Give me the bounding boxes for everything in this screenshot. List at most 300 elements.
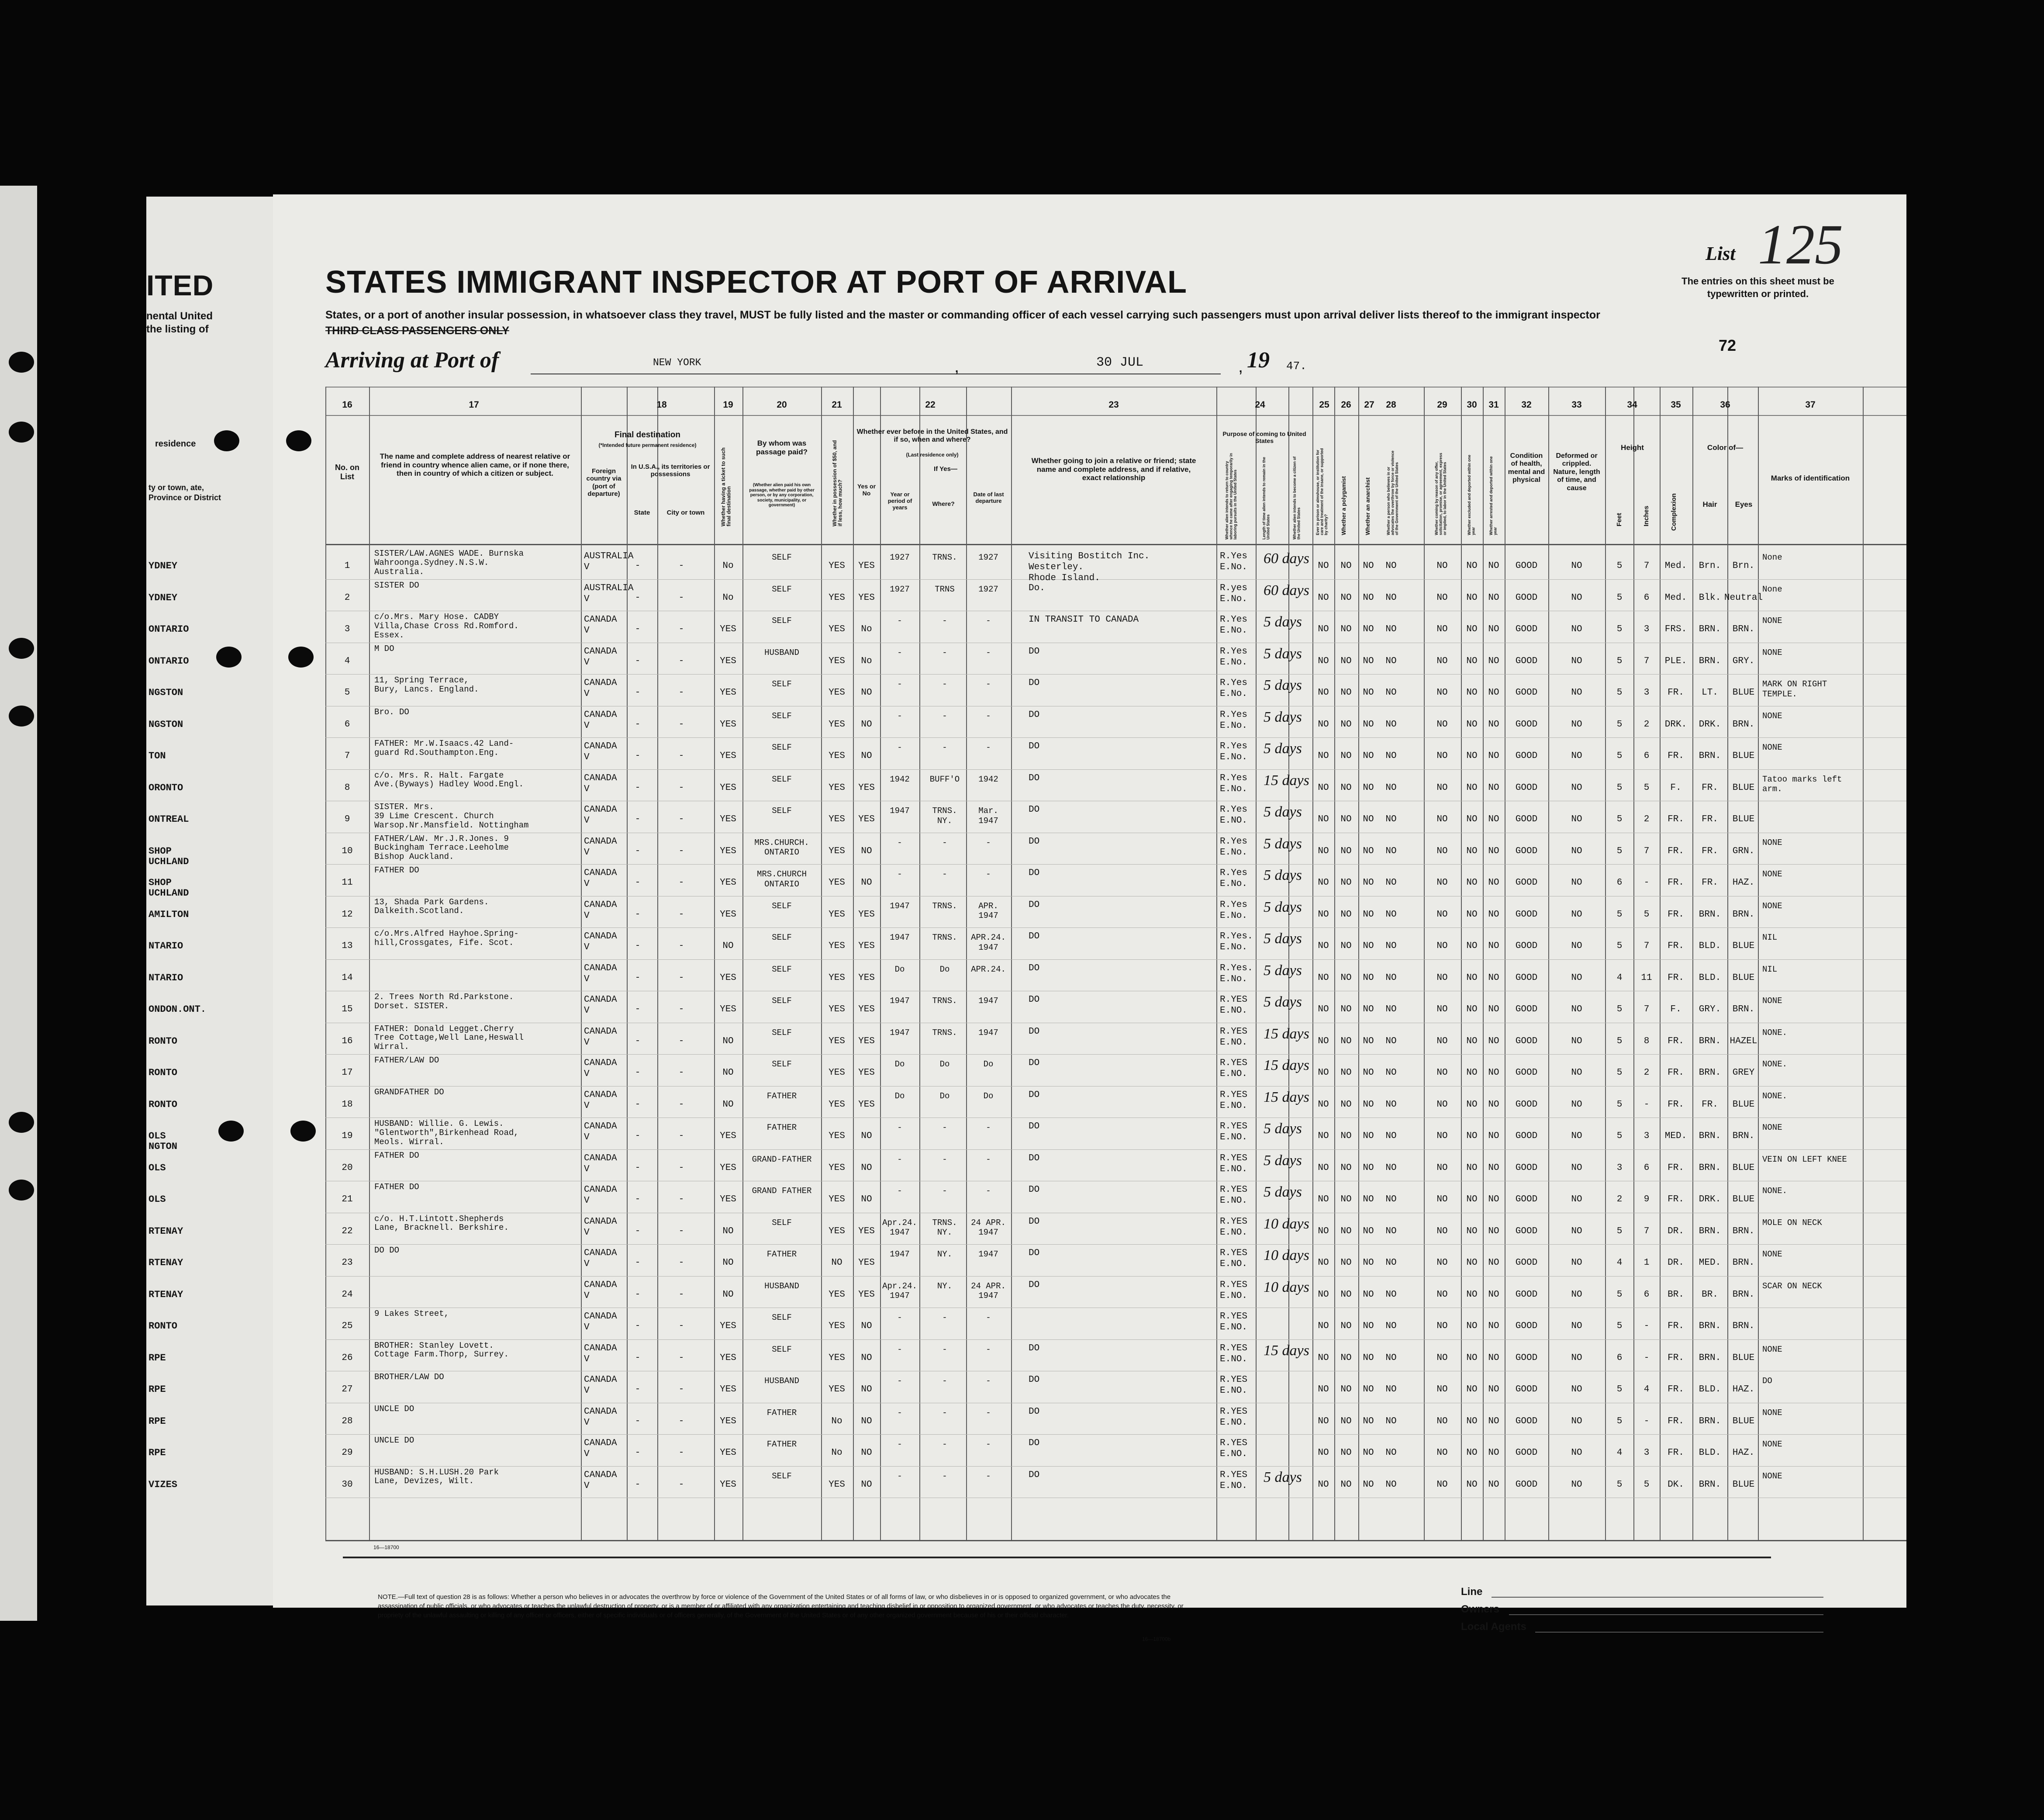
row-date-departed: Do [983, 1059, 994, 1069]
row-remain: 5 days [1264, 835, 1302, 852]
row-labor: NO [1436, 1258, 1448, 1268]
row-foreign-country-line: CANADA [584, 1280, 617, 1290]
row-year: Apr.24. 1947 [882, 1218, 917, 1238]
row-eyes: BLUE [1732, 751, 1755, 761]
row-joining-line: DO [1029, 1121, 1040, 1131]
row-purpose [1220, 1121, 1247, 1143]
row-excluded: NO [1466, 1321, 1478, 1331]
row-labor: NO [1436, 1068, 1448, 1078]
row-labor: NO [1436, 1004, 1448, 1014]
relative-line: Dalkeith.Scotland. [374, 906, 464, 916]
row-hair: BRN. [1699, 624, 1721, 634]
row-purpose [1220, 1216, 1247, 1238]
row-health: GOOD [1515, 1099, 1538, 1110]
row-foreign-country-line: V [584, 1006, 590, 1016]
row-divider [325, 1149, 1906, 1150]
row-been-before: YES [858, 1004, 875, 1014]
row-foreign-country-line: V [584, 562, 590, 573]
row-year: 1947 [890, 933, 910, 942]
relative-line: FATHER DO [374, 865, 419, 875]
row-complexion: FR. [1668, 1321, 1684, 1331]
row-funds: YES [829, 1194, 845, 1204]
left-residence-entry: NTARIO [148, 941, 183, 952]
row-where: NY. [937, 1249, 953, 1259]
row-where: TRNS [935, 584, 955, 594]
row-where: TRNS. [932, 553, 957, 562]
row-state: - [635, 1384, 641, 1394]
row-foreign-country [584, 1311, 617, 1333]
header-feet: Feet [1616, 513, 1623, 526]
row-feet: 5 [1616, 941, 1623, 951]
row-funds: YES [829, 688, 845, 698]
relative-line: M DO [374, 644, 394, 654]
row-been-before: YES [858, 814, 875, 824]
row-health: GOOD [1515, 751, 1538, 761]
relative-line: Wahroonga.Sydney.N.S.W. [374, 557, 489, 567]
row-foreign-country-line: CANADA [584, 1153, 617, 1163]
row-arrested: NO [1488, 1099, 1499, 1110]
row-complexion: DR. [1668, 1226, 1684, 1236]
left-residence-entry: ONTARIO [148, 655, 189, 667]
row-funds: YES [829, 656, 845, 666]
left-residence-entry: NGSTON [148, 687, 183, 698]
row-eyes: HAZ. [1732, 1448, 1755, 1458]
row-feet: 5 [1616, 688, 1623, 698]
row-foreign-country-line: V [584, 1291, 590, 1301]
row-prison: NO [1318, 1036, 1329, 1046]
row-purpose-line: R.Yes [1220, 868, 1248, 878]
row-foreign-country-line: CANADA [584, 1090, 617, 1100]
arrival-date: 30 JUL [1096, 355, 1144, 370]
row-inches: 2 [1643, 1068, 1650, 1078]
row-ticket: YES [720, 751, 736, 761]
list-label: List [1706, 243, 1736, 264]
relative-line: HUSBAND: S.H.LUSH.20 Park [374, 1467, 499, 1477]
row-ticket: No [722, 561, 734, 571]
row-ticket: YES [720, 1321, 736, 1331]
row-foreign-country-line: V [584, 720, 590, 731]
row-funds: YES [829, 1384, 845, 1394]
row-foreign-country [584, 1216, 617, 1238]
row-complexion: PLE. [1664, 656, 1687, 666]
row-labor: NO [1436, 592, 1448, 603]
row-purpose [1220, 583, 1247, 605]
row-city: - [678, 909, 684, 920]
row-joining-line: DO [1029, 1185, 1040, 1195]
relative-line: c/o. H.T.Lintott.Shepherds [374, 1214, 504, 1224]
row-arrested: NO [1488, 1448, 1499, 1458]
row-divider [325, 674, 1906, 675]
row-polygamist: NO [1340, 1036, 1352, 1046]
row-overthrow: NO [1385, 1416, 1397, 1426]
row-ticket: YES [720, 688, 736, 698]
row-overthrow: NO [1385, 1258, 1397, 1268]
row-purpose-line: R.YES [1220, 1153, 1248, 1163]
row-labor: NO [1436, 814, 1448, 824]
row-overthrow: NO [1385, 1479, 1397, 1490]
row-joining [1029, 773, 1039, 784]
row-passage-paid: HUSBAND [764, 647, 799, 657]
row-foreign-country-line: CANADA [584, 678, 617, 688]
row-date-departed: 1947 [978, 1249, 998, 1259]
row-nearest-relative [374, 1119, 519, 1147]
row-health: GOOD [1515, 1163, 1538, 1173]
punch-hole [9, 706, 34, 727]
row-inches: 7 [1643, 846, 1650, 856]
row-funds: YES [829, 814, 845, 824]
row-marks: VEIN ON LEFT KNEE [1762, 1154, 1847, 1164]
row-health: GOOD [1515, 1321, 1538, 1331]
row-state: - [635, 1226, 641, 1236]
col-num-21: 21 [832, 400, 842, 410]
row-been-before: NO [861, 1353, 872, 1363]
row-prison: NO [1318, 1289, 1329, 1300]
row-anarchist: NO [1363, 1448, 1374, 1458]
row-health: GOOD [1515, 592, 1538, 603]
row-number: 18 [342, 1099, 353, 1110]
row-remain: 5 days [1264, 645, 1302, 662]
row-purpose [1220, 836, 1247, 858]
row-state: - [635, 878, 641, 888]
relative-line: FATHER/LAW DO [374, 1055, 439, 1065]
header-final-destination-note: (*Intended future permanent residence) [598, 442, 697, 448]
left-residence-entry-extra: UCHLAND [148, 856, 189, 867]
row-prison: NO [1318, 846, 1329, 856]
arrival-year: 47. [1286, 360, 1307, 373]
row-health: GOOD [1515, 878, 1538, 888]
row-health: GOOD [1515, 782, 1538, 793]
row-purpose-line: R.Yes [1220, 836, 1248, 847]
left-residence-entry: RTENAY [148, 1257, 183, 1268]
footer-owners-label: Owners [1461, 1603, 1500, 1615]
row-joining-line: DO [1029, 1343, 1040, 1353]
row-marks: NONE. [1762, 1059, 1788, 1069]
row-inches: 6 [1643, 592, 1650, 603]
row-passage-paid: SELF [772, 933, 792, 942]
row-feet: 5 [1616, 1099, 1623, 1110]
header-ever-before: Whether ever before in the United States, and if so, when and where? [856, 428, 1008, 444]
row-purpose-line: E.No. [1220, 974, 1248, 984]
row-marks: Tatoo marks left arm. [1762, 774, 1842, 794]
row-foreign-country [584, 804, 617, 826]
row-complexion: FR. [1668, 909, 1684, 920]
row-number: 13 [342, 941, 353, 951]
row-prison: NO [1318, 656, 1329, 666]
row-complexion: FR. [1668, 1194, 1684, 1204]
row-city: - [678, 1036, 684, 1046]
row-complexion: FR. [1668, 1416, 1684, 1426]
row-foreign-country [584, 1406, 617, 1428]
row-remain: 5 days [1264, 867, 1302, 883]
row-inches: 7 [1643, 1004, 1650, 1014]
row-foreign-country-line: CANADA [584, 995, 617, 1005]
row-passage-paid: FATHER [766, 1439, 797, 1449]
row-nearest-relative [374, 803, 528, 830]
row-eyes: BLUE [1732, 814, 1755, 824]
row-eyes: HAZ. [1732, 878, 1755, 888]
row-where: TRNS. [932, 996, 957, 1006]
header-where: Where? [932, 500, 955, 507]
col-num-16: 16 [342, 400, 352, 410]
row-eyes: BRN. [1732, 1004, 1755, 1014]
row-been-before: NO [861, 846, 872, 856]
row-polygamist: NO [1340, 1004, 1352, 1014]
relative-line: Cottage Farm.Thorp, Surrey. [374, 1349, 509, 1360]
row-year: 1942 [890, 774, 910, 784]
row-city: - [678, 592, 684, 603]
row-purpose-line: R.Yes [1220, 805, 1248, 815]
row-hair: DRK. [1699, 1194, 1721, 1204]
row-year: 1947 [890, 1249, 910, 1259]
row-ticket: NO [722, 1036, 734, 1046]
row-polygamist: NO [1340, 1131, 1352, 1141]
row-foreign-country-line: V [584, 1417, 590, 1428]
row-eyes: GRN. [1732, 846, 1755, 856]
row-complexion: DR. [1668, 1258, 1684, 1268]
row-city: - [678, 1131, 684, 1141]
row-feet: 5 [1616, 782, 1623, 793]
row-joining [1029, 900, 1039, 910]
row-divider [325, 1276, 1906, 1277]
header-nearest-relative: The name and complete address of nearest relative or friend in country whence alien came, or if none there, then in country of which a citizen or subject. [380, 452, 570, 478]
row-arrested: NO [1488, 1068, 1499, 1078]
row-nearest-relative [374, 581, 419, 590]
row-ticket: YES [720, 909, 736, 920]
row-health: GOOD [1515, 941, 1538, 951]
row-labor: NO [1436, 688, 1448, 698]
row-city: - [678, 846, 684, 856]
row-feet: 2 [1616, 1194, 1623, 1204]
row-foreign-country [584, 994, 617, 1016]
row-marks: NONE [1762, 1471, 1782, 1481]
row-purpose-line: E.NO. [1220, 1227, 1248, 1238]
row-arrested: NO [1488, 1416, 1499, 1426]
row-excluded: NO [1466, 688, 1478, 698]
row-excluded: NO [1466, 561, 1478, 571]
row-anarchist: NO [1363, 561, 1374, 571]
row-nearest-relative [374, 1436, 414, 1445]
row-anarchist: NO [1363, 941, 1374, 951]
row-health: GOOD [1515, 972, 1538, 983]
row-year: - [897, 869, 902, 879]
row-joining-line: Visiting Bostitch Inc. [1029, 551, 1150, 561]
row-where: - [942, 837, 947, 848]
row-purpose [1220, 614, 1247, 636]
row-city: - [678, 624, 684, 634]
row-hair: BLD. [1699, 941, 1721, 951]
row-feet: 5 [1616, 1131, 1623, 1141]
row-been-before: NO [861, 878, 872, 888]
row-state: - [635, 561, 641, 571]
row-marks: NONE [1762, 743, 1782, 752]
row-number: 25 [342, 1321, 353, 1331]
row-purpose-line: R.Yes [1220, 709, 1248, 720]
row-passage-paid: FATHER [766, 1091, 797, 1101]
relative-line: hill,Crossgates, Fife. Scot. [374, 938, 514, 948]
header-condition: Condition of health, mental and physical [1508, 452, 1545, 484]
row-foreign-country-line: V [584, 752, 590, 763]
row-joining-line: DO [1029, 995, 1040, 1005]
left-residence-entry: RPE [148, 1352, 166, 1363]
left-residence-entry: RONTO [148, 1099, 178, 1110]
row-prison: NO [1318, 1131, 1329, 1141]
row-hair: BLD. [1699, 1384, 1721, 1394]
row-number: 20 [342, 1163, 353, 1173]
row-passage-paid: SELF [772, 679, 792, 689]
row-joining-line: DO [1029, 1375, 1040, 1385]
row-feet: 5 [1616, 719, 1623, 730]
row-state: - [635, 814, 641, 824]
punch-hole [214, 430, 239, 451]
left-residence-subheader: ty or town, ate, Province or District [148, 483, 221, 502]
row-feet: 3 [1616, 1163, 1623, 1173]
row-nearest-relative [374, 1151, 419, 1160]
row-divider [325, 959, 1906, 960]
row-date-departed: - [986, 1471, 991, 1481]
row-inches: 11 [1641, 972, 1652, 983]
row-labor: NO [1436, 1131, 1448, 1141]
row-year: - [897, 1376, 902, 1386]
row-foreign-country-line: CANADA [584, 868, 617, 878]
row-nearest-relative [374, 1088, 444, 1097]
row-purpose-line: R.YES [1220, 1375, 1248, 1385]
row-purpose-line: R.Yes [1220, 678, 1248, 688]
row-anarchist: NO [1363, 1258, 1374, 1268]
row-remain: 60 days [1264, 550, 1309, 567]
row-anarchist: NO [1363, 1099, 1374, 1110]
row-where: TRNS. [932, 933, 957, 942]
row-number: 3 [344, 624, 350, 634]
row-labor: NO [1436, 1416, 1448, 1426]
row-number: 16 [342, 1036, 353, 1046]
row-hair: MED. [1699, 1258, 1721, 1268]
row-divider [325, 737, 1906, 738]
row-been-before: NO [861, 1448, 872, 1458]
row-joining [1029, 1438, 1039, 1449]
row-prison: NO [1318, 814, 1329, 824]
row-purpose [1220, 709, 1247, 731]
row-ticket: YES [720, 878, 736, 888]
row-joining [1029, 1184, 1039, 1195]
row-feet: 5 [1616, 1321, 1623, 1331]
row-arrested: NO [1488, 1194, 1499, 1204]
row-date-departed: - [986, 711, 991, 721]
row-foreign-country [584, 1374, 617, 1396]
row-number: 17 [342, 1068, 353, 1078]
row-health: GOOD [1515, 1226, 1538, 1236]
row-deformed: NO [1571, 1226, 1582, 1236]
row-deformed: NO [1571, 1068, 1582, 1078]
col-num-18: 18 [656, 400, 667, 410]
row-purpose-line: R.YES [1220, 1248, 1248, 1258]
relative-line: 9 Lakes Street, [374, 1309, 449, 1318]
row-state: - [635, 1194, 641, 1204]
header-purpose-remain: Length of time alien intends to remain in the United States [1262, 457, 1271, 540]
row-inches: 2 [1643, 719, 1650, 730]
row-complexion: F. [1670, 1004, 1681, 1014]
row-labor: NO [1436, 751, 1448, 761]
relative-line: UNCLE DO [374, 1436, 414, 1445]
header-deformed: Deformed or crippled. Nature, length of time, and cause [1553, 452, 1600, 492]
row-foreign-country [584, 583, 633, 605]
row-funds: YES [829, 1163, 845, 1173]
row-nearest-relative [374, 676, 479, 694]
row-polygamist: NO [1340, 624, 1352, 634]
row-excluded: NO [1466, 624, 1478, 634]
row-date-departed: 24 APR. 1947 [971, 1281, 1006, 1301]
row-eyes: GREY [1732, 1068, 1755, 1078]
row-funds: No [831, 1448, 842, 1458]
row-number: 22 [342, 1226, 353, 1236]
row-passage-paid: SELF [772, 1313, 792, 1322]
col-num-26: 26 [1341, 400, 1351, 410]
row-arrested: NO [1488, 1163, 1499, 1173]
row-purpose [1220, 1026, 1247, 1048]
row-feet: 6 [1616, 878, 1623, 888]
row-arrested: NO [1488, 814, 1499, 824]
row-state: - [635, 846, 641, 856]
row-arrested: NO [1488, 878, 1499, 888]
row-date-departed: Do [983, 1091, 994, 1101]
row-funds: YES [829, 1479, 845, 1490]
row-purpose-line: E.NO. [1220, 1006, 1248, 1016]
row-foreign-country-line: CANADA [584, 1185, 617, 1195]
row-polygamist: NO [1340, 1099, 1352, 1110]
row-feet: 5 [1616, 1416, 1623, 1426]
row-eyes: BLUE [1732, 972, 1755, 983]
row-year: 1927 [890, 584, 910, 594]
row-purpose-line: R.YES [1220, 1216, 1248, 1227]
row-purpose-line: R.Yes. [1220, 963, 1253, 973]
row-overthrow: NO [1385, 561, 1397, 571]
row-nearest-relative [374, 834, 509, 862]
row-state: - [635, 592, 641, 603]
row-purpose-line: R.yes [1220, 583, 1248, 593]
header-purpose: Purpose of coming to United States [1222, 430, 1306, 445]
row-inches: 3 [1643, 1131, 1650, 1141]
row-city: - [678, 1258, 684, 1268]
row-purpose-line: E.NO. [1220, 1164, 1248, 1174]
row-been-before: NO [861, 1163, 872, 1173]
row-date-departed: - [986, 743, 991, 752]
left-residence-entry: RONTO [148, 1321, 178, 1332]
row-joining-line: DO [1029, 1280, 1040, 1290]
row-where: - [942, 616, 947, 626]
relative-line: 11, Spring Terrace, [374, 675, 469, 685]
row-foreign-country-line: V [584, 1386, 590, 1396]
row-state: - [635, 941, 641, 951]
row-purpose [1220, 773, 1247, 795]
left-residence-entry: ONTREAL [148, 814, 189, 825]
row-nearest-relative [374, 739, 514, 758]
row-city: - [678, 1194, 684, 1204]
relative-line: Villa,Chase Cross Rd.Romford. [374, 621, 519, 631]
row-inches: 8 [1643, 1036, 1650, 1046]
row-foreign-country-line: V [584, 942, 590, 953]
row-ticket: YES [720, 1194, 736, 1204]
row-been-before: YES [858, 561, 875, 571]
header-inches: Inches [1643, 505, 1650, 526]
row-passage-paid: SELF [772, 584, 792, 594]
row-arrested: NO [1488, 1384, 1499, 1394]
col-num-28: 28 [1386, 400, 1396, 410]
row-where: BUFF'O [929, 774, 960, 784]
row-foreign-country-line: V [584, 974, 590, 984]
row-inches: - [1643, 878, 1650, 888]
row-arrested: NO [1488, 782, 1499, 793]
row-date-departed: - [986, 1439, 991, 1449]
row-joining [1029, 804, 1039, 815]
